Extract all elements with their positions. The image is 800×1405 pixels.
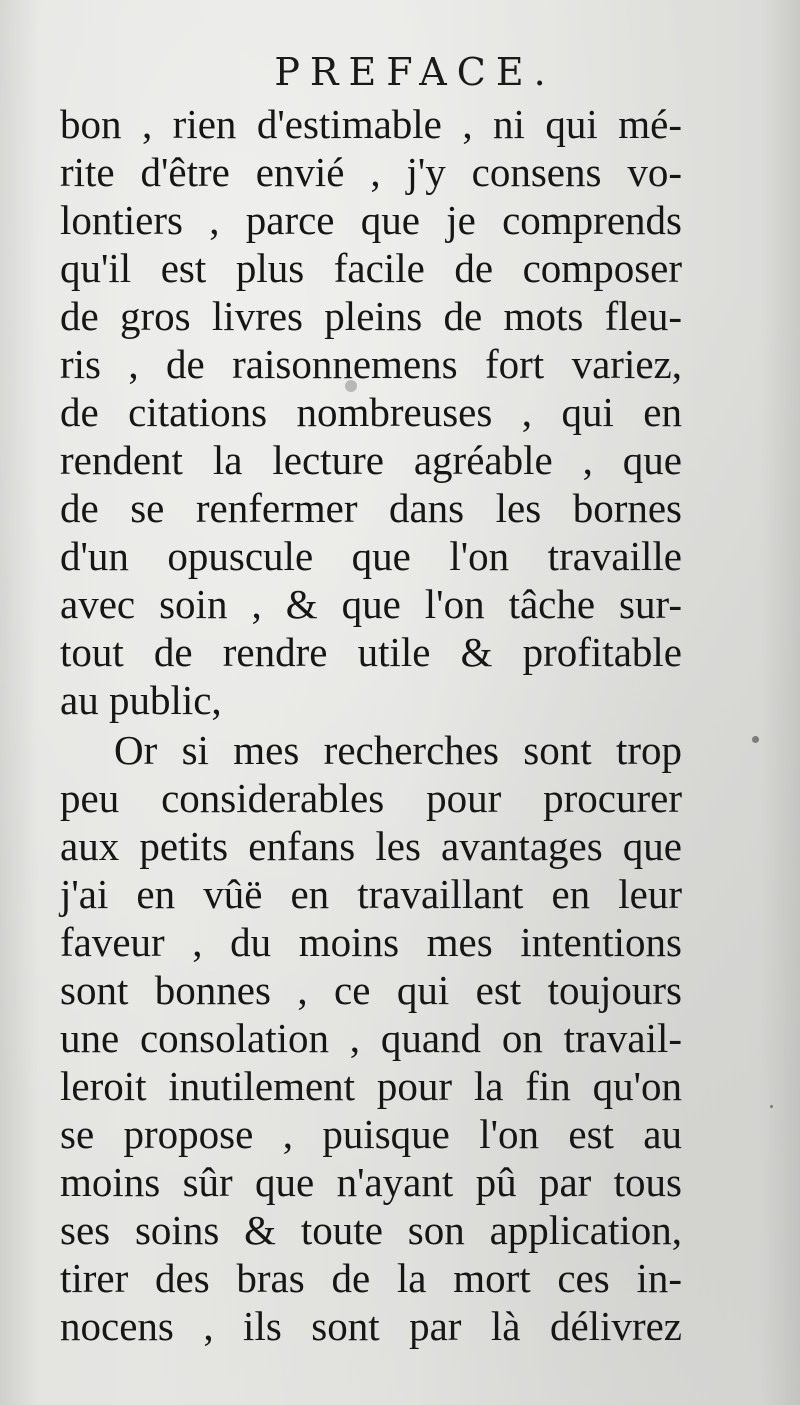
text-line: de gros livres pleins de mots fleu- bbox=[60, 293, 682, 339]
text-line: une consolation , quand on travail- bbox=[60, 1015, 682, 1061]
text-line: rite d'être envié , j'y consens vo- bbox=[60, 149, 682, 195]
text-line: ses soins & toute son application, bbox=[60, 1207, 682, 1253]
text-line: aux petits enfans les avantages que bbox=[60, 823, 682, 869]
text-line: tout de rendre utile & profitable bbox=[60, 629, 682, 675]
text-line: se propose , puisque l'on est au bbox=[60, 1111, 682, 1157]
text-line: faveur , du moins mes intentions bbox=[60, 919, 682, 965]
text-line: sont bonnes , ce qui est toujours bbox=[60, 967, 682, 1013]
ink-speck bbox=[752, 736, 759, 743]
ink-speck bbox=[770, 1105, 773, 1108]
text-line: peu considerables pour procurer bbox=[60, 775, 682, 821]
running-header: PREFACE. bbox=[274, 50, 556, 94]
text-line: bon , rien d'estimable , ni qui mé- bbox=[60, 101, 682, 147]
text-line: lontiers , parce que je comprends bbox=[60, 197, 682, 243]
text-line: leroit inutilement pour la fin qu'on bbox=[60, 1063, 682, 1109]
text-line: avec soin , & que l'on tâche sur- bbox=[60, 581, 682, 627]
text-line: au public, bbox=[60, 677, 222, 723]
text-line: moins sûr que n'ayant pû par tous bbox=[60, 1159, 682, 1205]
text-line: tirer des bras de la mort ces in- bbox=[60, 1255, 682, 1301]
text-line: nocens , ils sont par là délivrez bbox=[60, 1303, 682, 1349]
text-line: ris , de raisonnemens fort variez, bbox=[60, 341, 682, 387]
text-line: de citations nombreuses , qui en bbox=[60, 389, 682, 435]
text-line: j'ai en vûë en travaillant en leur bbox=[60, 871, 682, 917]
text-line: de se renfermer dans les bornes bbox=[60, 485, 682, 531]
text-line: rendent la lecture agréable , que bbox=[60, 437, 682, 483]
text-line: d'un opuscule que l'on travaille bbox=[60, 533, 682, 579]
text-line: qu'il est plus facile de composer bbox=[60, 245, 682, 291]
paragraph-start-line: Or si mes recherches sont trop bbox=[114, 727, 682, 773]
